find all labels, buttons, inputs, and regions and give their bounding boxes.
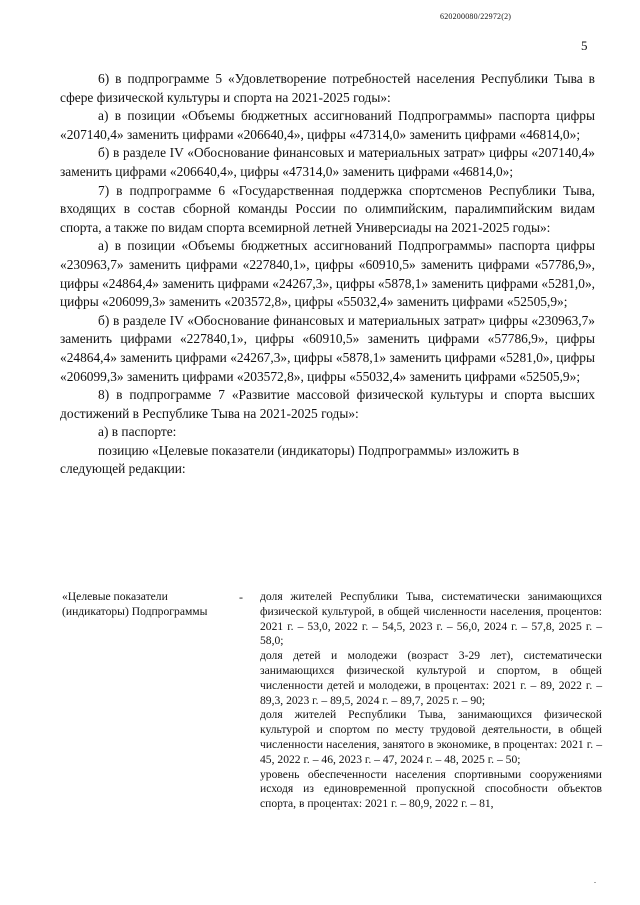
list-item: доля детей и молодежи (возраст 3-29 лет), систематически занимающихся физической культурой и спортом, в общей численности детей и молодежи, в процентах: 2021 г. – 89, 2022 г. – 89,3, 2023 г. – 89,5, 2024 г. – 89,7, 2025 г. – 90;	[260, 649, 602, 707]
paragraph-5b: б) в разделе IV «Обоснование финансовых и материальных затрат» цифры «207140,4» заменить цифрами «206640,4», цифры «47314,0» заменить цифрами «46814,0»;	[60, 145, 595, 179]
document-body	[60, 70, 595, 479]
paragraph-subprogram-6: 7) в подпрограмме 6 «Государственная поддержка спортсменов Республики Тыва, входящих в состав сборной команды России по олимпийским, паралимпийским видам спорта, а также по видам спорта всемирной летней Универсиады на 2021-2025 годы»:	[60, 182, 595, 235]
page-number: 5	[581, 38, 588, 53]
indicators-label: «Целевые показатели (индикаторы) Подпрограммы	[62, 590, 208, 618]
paragraph-subprogram-5: 6) в подпрограмме 5 «Удовлетворение потребностей населения Республики Тыва в сфере физической культуры и спорта на 2021-2025 годы»:	[60, 71, 595, 105]
list-item: уровень обеспеченности населения спортивными сооружениями исходя из единовременной пропускной способности объектов спорта, в процентах: 2021 г. – 80,9, 2022 г. – 81,	[260, 767, 602, 811]
list-item: доля жителей Республики Тыва, занимающихся физической культурой и спортом по месту трудовой деятельности, в общей численности населения, занятого в экономике, в процентах: 2021 г. – 45, 2022 г. – 46, 2023 г. – 47, 2024 г. – 48, 2025 г. – 50;	[260, 708, 602, 766]
paragraph-subprogram-7: 8) в подпрограмме 7 «Развитие массовой физической культуры и спорта высших достижений в Республике Тыва на 2021-2025 годы»:	[60, 387, 595, 421]
paragraph-position: позицию «Целевые показатели (индикаторы) Подпрограммы» изложить в	[98, 442, 520, 458]
paragraph-5a: а) в позиции «Объемы бюджетных ассигнований Подпрограммы» паспорта цифры «207140,4» заменить цифрами «206640,4», цифры «47314,0» заменить цифрами «46814,0»;	[60, 108, 595, 142]
paragraph-following: следующей редакции:	[60, 461, 186, 477]
footer-mark: .	[594, 876, 596, 885]
paragraph-7a: а) в паспорте:	[98, 424, 177, 440]
paragraph-6a: а) в позиции «Объемы бюджетных ассигнований Подпрограммы» паспорта цифры «230963,7» заменить цифрами «227840,1», цифры «60910,5» заменить цифрами «57786,9», цифры «24864,4» заменить цифрами «24267,3», цифры «5878,1» заменить цифрами «5281,0», цифры «206099,3» заменить «203572,8», цифры «55032,4» заменить цифрами «52505,9»;	[60, 238, 595, 310]
list-item: доля жителей Республики Тыва, систематически занимающихся физической культурой, в общей численности населения, процентов: 2021 г. – 53,0, 2022 г. – 54,5, 2023 г. – 56,0, 2024 г. – 57,8, 2025 г. – 58,0;	[260, 590, 602, 648]
document-id: 620200080/22972(2)	[440, 12, 512, 21]
indicators-list	[260, 590, 602, 812]
dash-separator: -	[239, 590, 243, 604]
paragraph-6b: б) в разделе IV «Обоснование финансовых и материальных затрат» цифры «230963,7» заменить цифрами «227840,1», цифры «60910,5» заменить цифрами «57786,9», цифры «24864,4» заменить цифрами «24267,3», цифры «5878,1» заменить цифрами «5281,0», цифры «206099,3» заменить цифрами «203572,8», цифры «55032,4» заменить цифрами «52505,9»;	[60, 312, 595, 384]
